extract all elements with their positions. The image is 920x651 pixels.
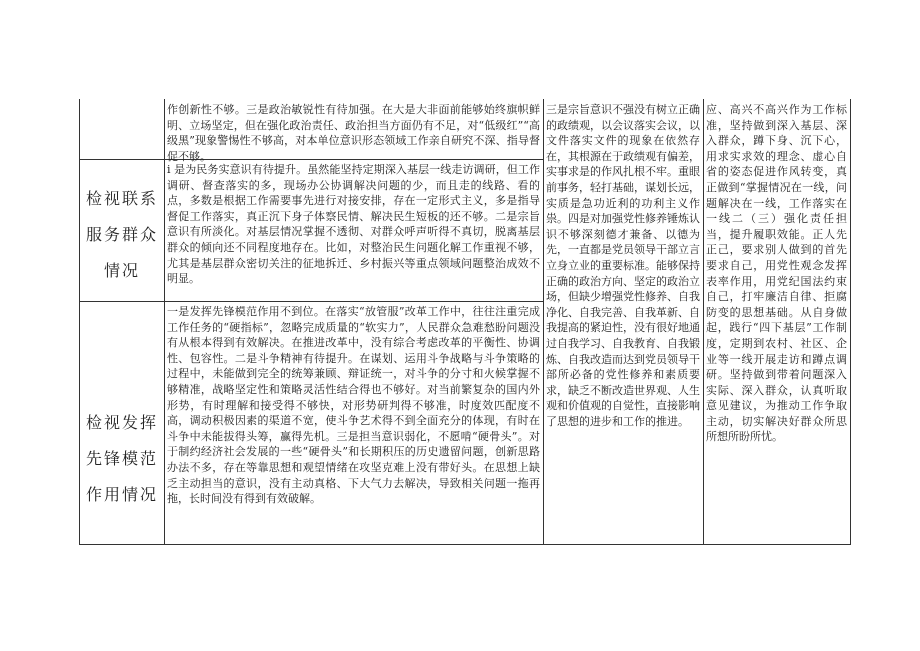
column-3-content: 三是宗旨意识不强没有树立正确的政绩观，以会议落实会议，以文件落实文件的现象在依然存在，其根源在于政绩观有偏差，实事求是的作风扎根不牢。重眼前事务，轻打基础，谋划长远，实质是急功近利的功利主义作祟。四是对加强党性修养锤炼认识不够深刻德才兼备、以德为先，一直都是党员领导干部立言立身立业的重要标准。能够保持正确的政治方向、坚定的政治立场，但缺少增强党性修养、自我净化、自我完善、自我革新、自我提高的紧迫性，没有很好地通过自我学习、自我教育、自我锻炼、自我改造而达到党员领导干部所必备的党性修养和素质要求，缺乏不断改造世界观、人生观和价值观的自觉性，直接影响了思想的进步和工作的推进。: [546, 103, 700, 428]
table-border-right: [850, 99, 851, 545]
column-4-content: 应、高兴不高兴作为工作标准，坚持做到深入基层、深入群众，蹲下身、沉下心，用求实求效的理念、虚心自省的姿态促进作风转变，真正做到“掌握情况在一线，问题解决在一线，工作落实在一线二（三）强化责任担当，提升履职效能。正人先正己，要求别人做到的首先要求自己，用党性观念发挥表率作用，用党纪国法约束自己，打牢廉洁自律、拒腐防变的思想基础。从自身做起，践行“四下基层”工作制度，定期到农村、社区、企业等一线开展走访和蹲点调研。坚持做到带着问题深入实际、深入群众，认真听取意见建议，为推动工作争取主动，切实解决好群众所思所想所盼所忧。: [706, 103, 847, 444]
row-2-content: i 是为民务实意识有待提升。虽然能坚持定期深入基层一线走访调研，但工作调研、督查落实的多，现场办公协调解决问题的少，而且走的线路、看的点，多数是根据工作需要事先进行对接安排，存在一定形式主义，多是指导督促工作落实，真正沉下身子体察民情、解决民生短板的还不够。二是宗旨意识有所淡化。对基层情况掌握不透彻、对群众呼声听得不真切，脱离基层群众的倾向还不同程度地存在。比如，对整治民生问题化解工作重视不够，尤其是基层群众密切关注的征地拆迁、乡村振兴等重点领域问题整治成效不明显。: [167, 163, 540, 286]
column-divider: [703, 99, 704, 545]
row-1-content: 作创新性不够。三是政治敏锐性有待加强。在大是大非面前能够始终旗帜鲜明、立场坚定，但在强化政治责任、政治担当方面仍有不足，对“低级红”“高级黑”现象警惕性不够高，对本单位意识形态领域工作亲自研究不深、指导督促不够。: [167, 103, 540, 163]
column-divider: [164, 99, 165, 545]
table-border-left: [79, 99, 80, 545]
row-3-label: 检视发挥先锋模范作用情况: [85, 413, 158, 504]
column-divider: [543, 99, 544, 545]
row-3-content: 一是发挥先锋模范作用不到位。在落实“放管服”改革工作中，往往注重完成工作任务的“硬指标”，忽略完成质量的“软实力”，人民群众急难愁盼问题没有从根本得到有效解决。在推进改革中，没有综合考虑改革的平衡性、协调性、包容性。二是斗争精神有待提升。在谋划、运用斗争战略与斗争策略的过程中，未能做到完全的统筹兼顾、辩证统一，对斗争的分寸和火候掌握不够精准，战略坚定性和策略灵活性结合得也不够好。对当前繁复杂的国内外形势，有时理解和接受得不够快，对形势研判得不够准，时度效匹配度不高，调动积极因素的渠道不宽，使斗争艺术得不到全面充分的体现，有时在斗争中未能拔得头筹，赢得先机。三是担当意识弱化，不愿啃“硬骨头”。对于制约经济社会发展的一些“硬骨头”和长期积压的历史遗留问题，创新思路办法不多，存在等靠思想和观望情绪在攻坚克难上没有带好头。在思想上缺乏主动担当的意识，没有主动真格、下大气力去解决，导致相关问题一拖再拖，长时间没有得到有效破解。: [167, 305, 540, 506]
table: [79, 99, 851, 545]
row-2-label: 检视联系服务群众情况: [85, 189, 158, 280]
row-divider: [79, 301, 543, 302]
table-border-bottom: [79, 544, 851, 545]
